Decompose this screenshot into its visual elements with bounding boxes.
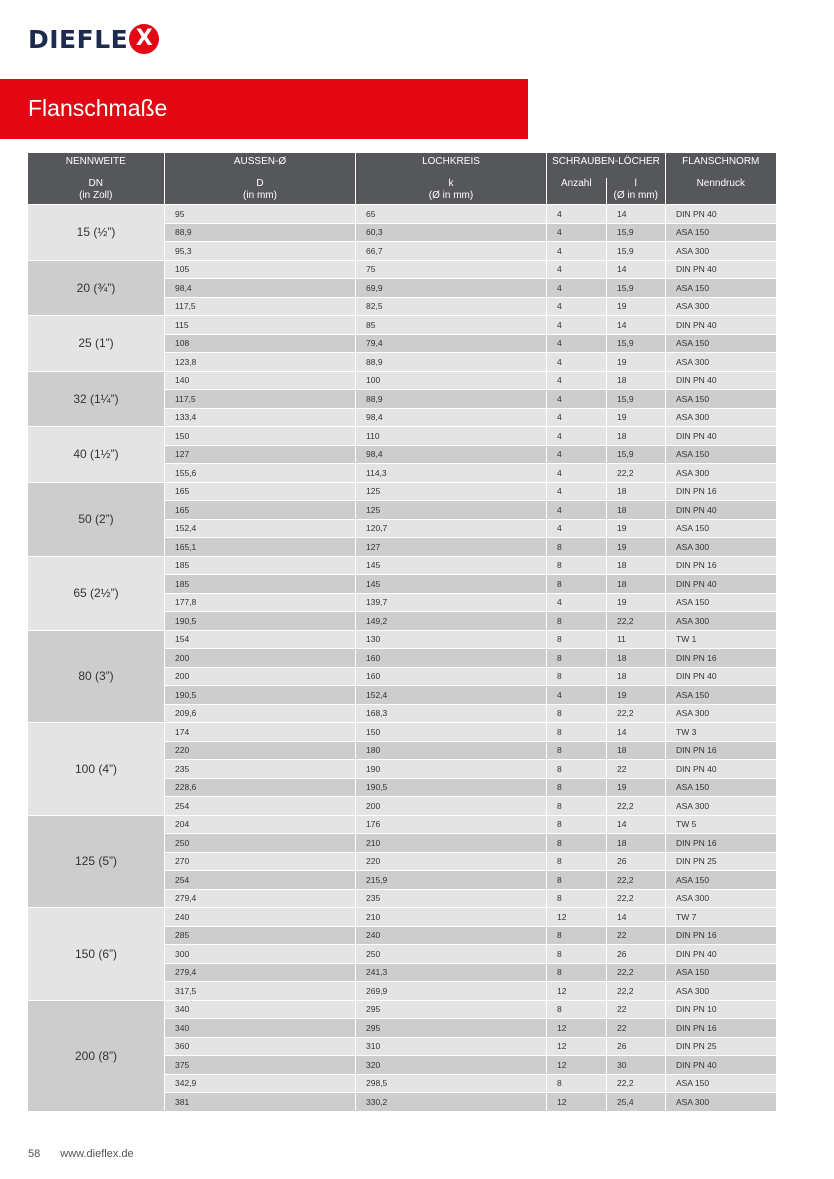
lochkreis-k-cell: 125 [356,501,547,520]
nenndruck-cell: DIN PN 40 [666,760,776,779]
lochkreis-k-cell: 180 [356,741,547,760]
anzahl-cell: 8 [547,778,607,797]
aussen-d-cell: 177,8 [165,593,356,612]
loch-l-cell: 15,9 [607,223,666,242]
anzahl-cell: 8 [547,630,607,649]
aussen-d-cell: 165 [165,501,356,520]
anzahl-cell: 8 [547,741,607,760]
header-anzahl: Anzahl [560,178,592,189]
anzahl-cell: 4 [547,464,607,483]
lochkreis-k-cell: 269,9 [356,982,547,1001]
loch-l-cell: 22 [607,1000,666,1019]
aussen-d-cell: 342,9 [165,1074,356,1093]
aussen-d-cell: 279,4 [165,963,356,982]
nenndruck-cell: ASA 300 [666,889,776,908]
lochkreis-k-cell: 75 [356,260,547,279]
header-aussen: AUSSEN-Ø D (in mm) [165,153,356,205]
nennweite-cell: 25 (1”) [28,316,165,372]
loch-l-cell: 15,9 [607,390,666,409]
nenndruck-cell: ASA 150 [666,593,776,612]
anzahl-cell: 4 [547,223,607,242]
table-row [28,371,776,390]
lochkreis-k-cell: 145 [356,575,547,594]
aussen-d-cell: 95,3 [165,242,356,261]
aussen-d-cell: 185 [165,556,356,575]
aussen-d-cell: 220 [165,741,356,760]
loch-l-cell: 18 [607,371,666,390]
aussen-d-cell: 154 [165,630,356,649]
lochkreis-k-cell: 88,9 [356,353,547,372]
aussen-d-cell: 254 [165,797,356,816]
lochkreis-k-cell: 149,2 [356,612,547,631]
anzahl-cell: 4 [547,334,607,353]
anzahl-cell: 8 [547,1074,607,1093]
anzahl-cell: 12 [547,908,607,927]
table-body [28,205,776,1111]
nenndruck-cell: DIN PN 40 [666,371,776,390]
loch-l-cell: 22 [607,926,666,945]
anzahl-cell: 4 [547,242,607,261]
nenndruck-cell: ASA 150 [666,445,776,464]
anzahl-cell: 8 [547,815,607,834]
nenndruck-cell: DIN PN 40 [666,427,776,446]
anzahl-cell: 4 [547,371,607,390]
loch-l-cell: 19 [607,353,666,372]
loch-l-cell: 19 [607,686,666,705]
nenndruck-cell: ASA 150 [666,519,776,538]
anzahl-cell: 8 [547,926,607,945]
aussen-d-cell: 115 [165,316,356,335]
anzahl-cell: 12 [547,1037,607,1056]
loch-l-cell: 22 [607,1019,666,1038]
table-row [28,427,776,446]
table-row [28,205,776,224]
aussen-d-cell: 190,5 [165,612,356,631]
lochkreis-k-cell: 152,4 [356,686,547,705]
nennweite-cell: 15 (½”) [28,205,165,261]
loch-l-cell: 22 [607,760,666,779]
lochkreis-k-cell: 295 [356,1019,547,1038]
lochkreis-k-cell: 145 [356,556,547,575]
nennweite-cell: 150 (6”) [28,908,165,1001]
nenndruck-cell: TW 7 [666,908,776,927]
lochkreis-k-cell: 320 [356,1056,547,1075]
nenndruck-cell: ASA 150 [666,871,776,890]
nenndruck-cell: DIN PN 40 [666,260,776,279]
nennweite-cell: 40 (1½”) [28,427,165,483]
nenndruck-cell: DIN PN 40 [666,945,776,964]
lochkreis-k-cell: 125 [356,482,547,501]
loch-l-cell: 18 [607,834,666,853]
aussen-d-cell: 270 [165,852,356,871]
nenndruck-cell: ASA 300 [666,612,776,631]
anzahl-cell: 8 [547,945,607,964]
aussen-d-cell: 98,4 [165,279,356,298]
nenndruck-cell: ASA 150 [666,390,776,409]
anzahl-cell: 8 [547,612,607,631]
nenndruck-cell: ASA 150 [666,1074,776,1093]
nenndruck-cell: DIN PN 16 [666,482,776,501]
nenndruck-cell: DIN PN 16 [666,741,776,760]
table-row [28,723,776,742]
table-row [28,482,776,501]
loch-l-cell: 25,4 [607,1093,666,1111]
loch-l-cell: 18 [607,556,666,575]
nenndruck-cell: ASA 150 [666,686,776,705]
loch-l-cell: 18 [607,575,666,594]
aussen-d-cell: 155,6 [165,464,356,483]
nennweite-cell: 65 (2½”) [28,556,165,630]
lochkreis-k-cell: 114,3 [356,464,547,483]
aussen-d-cell: 140 [165,371,356,390]
anzahl-cell: 4 [547,445,607,464]
nenndruck-cell: ASA 300 [666,353,776,372]
nennweite-cell: 125 (5”) [28,815,165,908]
nenndruck-cell: TW 1 [666,630,776,649]
lochkreis-k-cell: 85 [356,316,547,335]
loch-l-cell: 14 [607,260,666,279]
loch-l-cell: 30 [607,1056,666,1075]
lochkreis-k-cell: 65 [356,205,547,224]
lochkreis-k-cell: 88,9 [356,390,547,409]
lochkreis-k-cell: 160 [356,649,547,668]
lochkreis-k-cell: 200 [356,797,547,816]
aussen-d-cell: 300 [165,945,356,964]
nenndruck-cell: TW 5 [666,815,776,834]
aussen-d-cell: 279,4 [165,889,356,908]
nenndruck-cell: ASA 300 [666,538,776,557]
aussen-d-cell: 204 [165,815,356,834]
aussen-d-cell: 105 [165,260,356,279]
aussen-d-cell: 200 [165,667,356,686]
anzahl-cell: 8 [547,871,607,890]
nennweite-cell: 80 (3”) [28,630,165,723]
anzahl-cell: 4 [547,279,607,298]
aussen-d-cell: 228,6 [165,778,356,797]
loch-l-cell: 19 [607,519,666,538]
lochkreis-k-cell: 69,9 [356,279,547,298]
loch-l-cell: 26 [607,852,666,871]
loch-l-cell: 19 [607,408,666,427]
nenndruck-cell: ASA 300 [666,1093,776,1111]
anzahl-cell: 4 [547,390,607,409]
aussen-d-cell: 127 [165,445,356,464]
lochkreis-k-cell: 176 [356,815,547,834]
lochkreis-k-cell: 210 [356,908,547,927]
nenndruck-cell: ASA 150 [666,963,776,982]
anzahl-cell: 8 [547,760,607,779]
anzahl-cell: 8 [547,538,607,557]
nenndruck-cell: ASA 300 [666,408,776,427]
nenndruck-cell: DIN PN 40 [666,316,776,335]
anzahl-cell: 8 [547,556,607,575]
header-l: l (Ø in mm) [606,178,666,204]
nenndruck-cell: ASA 300 [666,242,776,261]
anzahl-cell: 8 [547,667,607,686]
aussen-d-cell: 360 [165,1037,356,1056]
aussen-d-cell: 381 [165,1093,356,1111]
anzahl-cell: 4 [547,686,607,705]
loch-l-cell: 18 [607,427,666,446]
aussen-d-cell: 165 [165,482,356,501]
table-row [28,556,776,575]
lochkreis-k-cell: 210 [356,834,547,853]
loch-l-cell: 15,9 [607,445,666,464]
anzahl-cell: 12 [547,982,607,1001]
anzahl-cell: 4 [547,501,607,520]
loch-l-cell: 11 [607,630,666,649]
title-banner [0,79,528,139]
anzahl-cell: 4 [547,427,607,446]
header-lochkreis: LOCHKREIS k (Ø in mm) [356,153,547,205]
loch-l-cell: 18 [607,741,666,760]
anzahl-cell: 8 [547,834,607,853]
loch-l-cell: 18 [607,649,666,668]
loch-l-cell: 22,2 [607,464,666,483]
lochkreis-k-cell: 98,4 [356,445,547,464]
lochkreis-k-cell: 295 [356,1000,547,1019]
table-row [28,1000,776,1019]
aussen-d-cell: 190,5 [165,686,356,705]
aussen-d-cell: 209,6 [165,704,356,723]
lochkreis-k-cell: 241,3 [356,963,547,982]
aussen-d-cell: 317,5 [165,982,356,1001]
lochkreis-k-cell: 60,3 [356,223,547,242]
nennweite-cell: 200 (8”) [28,1000,165,1111]
page-title: Flanschmaße [28,95,168,121]
aussen-d-cell: 133,4 [165,408,356,427]
nenndruck-cell: TW 3 [666,723,776,742]
nenndruck-cell: ASA 300 [666,704,776,723]
anzahl-cell: 4 [547,593,607,612]
nenndruck-cell: DIN PN 25 [666,1037,776,1056]
nenndruck-cell: DIN PN 16 [666,926,776,945]
anzahl-cell: 4 [547,519,607,538]
loch-l-cell: 22,2 [607,1074,666,1093]
aussen-d-cell: 235 [165,760,356,779]
aussen-d-cell: 254 [165,871,356,890]
anzahl-cell: 4 [547,260,607,279]
loch-l-cell: 14 [607,316,666,335]
loch-l-cell: 14 [607,723,666,742]
loch-l-cell: 15,9 [607,279,666,298]
anzahl-cell: 12 [547,1056,607,1075]
nennweite-cell: 50 (2”) [28,482,165,556]
nenndruck-cell: ASA 150 [666,334,776,353]
aussen-d-cell: 375 [165,1056,356,1075]
aussen-d-cell: 165,1 [165,538,356,557]
nennweite-cell: 32 (1¼”) [28,371,165,427]
lochkreis-k-cell: 168,3 [356,704,547,723]
header-schrauben: SCHRAUBEN-LÖCHER Anzahl l (Ø in mm) [547,153,666,205]
anzahl-cell: 4 [547,353,607,372]
aussen-d-cell: 340 [165,1000,356,1019]
nenndruck-cell: DIN PN 16 [666,1019,776,1038]
nenndruck-cell: DIN PN 40 [666,575,776,594]
dieflex-logo [28,22,159,56]
aussen-d-cell: 117,5 [165,390,356,409]
table-row [28,815,776,834]
loch-l-cell: 19 [607,538,666,557]
aussen-d-cell: 150 [165,427,356,446]
anzahl-cell: 4 [547,482,607,501]
anzahl-cell: 8 [547,963,607,982]
anzahl-cell: 8 [547,1000,607,1019]
loch-l-cell: 18 [607,667,666,686]
anzahl-cell: 4 [547,297,607,316]
lochkreis-k-cell: 190 [356,760,547,779]
nenndruck-cell: DIN PN 40 [666,205,776,224]
nenndruck-cell: ASA 300 [666,464,776,483]
lochkreis-k-cell: 215,9 [356,871,547,890]
nenndruck-cell: ASA 300 [666,297,776,316]
nenndruck-cell: ASA 300 [666,982,776,1001]
lochkreis-k-cell: 66,7 [356,242,547,261]
nenndruck-cell: ASA 150 [666,223,776,242]
aussen-d-cell: 285 [165,926,356,945]
nenndruck-cell: DIN PN 40 [666,501,776,520]
table-row [28,908,776,927]
nenndruck-cell: ASA 150 [666,279,776,298]
logo-x-circle: X [129,24,159,54]
aussen-d-cell: 152,4 [165,519,356,538]
nenndruck-cell: DIN PN 25 [666,852,776,871]
loch-l-cell: 18 [607,501,666,520]
loch-l-cell: 19 [607,297,666,316]
lochkreis-k-cell: 250 [356,945,547,964]
anzahl-cell: 12 [547,1093,607,1111]
aussen-d-cell: 123,8 [165,353,356,372]
loch-l-cell: 22,2 [607,963,666,982]
header-flanschnorm: FLANSCHNORM Nenndruck [666,153,776,205]
anzahl-cell: 4 [547,205,607,224]
loch-l-cell: 19 [607,778,666,797]
lochkreis-k-cell: 330,2 [356,1093,547,1111]
anzahl-cell: 8 [547,723,607,742]
lochkreis-k-cell: 82,5 [356,297,547,316]
nennweite-cell: 100 (4”) [28,723,165,816]
nenndruck-cell: DIN PN 16 [666,649,776,668]
aussen-d-cell: 95 [165,205,356,224]
lochkreis-k-cell: 160 [356,667,547,686]
aussen-d-cell: 200 [165,649,356,668]
nenndruck-cell: DIN PN 10 [666,1000,776,1019]
nenndruck-cell: DIN PN 40 [666,667,776,686]
logo-text: DIEFLE [28,24,129,54]
loch-l-cell: 22,2 [607,889,666,908]
lochkreis-k-cell: 190,5 [356,778,547,797]
loch-l-cell: 19 [607,593,666,612]
nenndruck-cell: DIN PN 40 [666,1056,776,1075]
anzahl-cell: 8 [547,852,607,871]
lochkreis-k-cell: 98,4 [356,408,547,427]
lochkreis-k-cell: 235 [356,889,547,908]
anzahl-cell: 4 [547,316,607,335]
loch-l-cell: 15,9 [607,242,666,261]
anzahl-cell: 8 [547,575,607,594]
nenndruck-cell: DIN PN 16 [666,556,776,575]
website-url: www.dieflex.de [60,1148,134,1160]
lochkreis-k-cell: 139,7 [356,593,547,612]
anzahl-cell: 8 [547,797,607,816]
lochkreis-k-cell: 150 [356,723,547,742]
loch-l-cell: 26 [607,945,666,964]
lochkreis-k-cell: 298,5 [356,1074,547,1093]
page-number: 58 [28,1148,41,1160]
aussen-d-cell: 250 [165,834,356,853]
table-row [28,316,776,335]
lochkreis-k-cell: 240 [356,926,547,945]
flange-dimensions-table [27,153,776,1111]
aussen-d-cell: 108 [165,334,356,353]
header-nennweite: NENNWEITE DN (in Zoll) [28,153,165,205]
aussen-d-cell: 185 [165,575,356,594]
table-row [28,630,776,649]
lochkreis-k-cell: 79,4 [356,334,547,353]
anzahl-cell: 8 [547,649,607,668]
lochkreis-k-cell: 120,7 [356,519,547,538]
nenndruck-cell: DIN PN 16 [666,834,776,853]
table-row [28,260,776,279]
aussen-d-cell: 240 [165,908,356,927]
anzahl-cell: 12 [547,1019,607,1038]
lochkreis-k-cell: 310 [356,1037,547,1056]
nennweite-cell: 20 (¾”) [28,260,165,316]
anzahl-cell: 8 [547,704,607,723]
loch-l-cell: 26 [607,1037,666,1056]
loch-l-cell: 14 [607,908,666,927]
loch-l-cell: 22,2 [607,612,666,631]
lochkreis-k-cell: 220 [356,852,547,871]
lochkreis-k-cell: 110 [356,427,547,446]
aussen-d-cell: 340 [165,1019,356,1038]
loch-l-cell: 22,2 [607,704,666,723]
nenndruck-cell: ASA 300 [666,797,776,816]
lochkreis-k-cell: 100 [356,371,547,390]
aussen-d-cell: 174 [165,723,356,742]
loch-l-cell: 18 [607,482,666,501]
loch-l-cell: 22,2 [607,797,666,816]
loch-l-cell: 22,2 [607,982,666,1001]
aussen-d-cell: 117,5 [165,297,356,316]
aussen-d-cell: 88,9 [165,223,356,242]
loch-l-cell: 15,9 [607,334,666,353]
page-footer [28,1148,134,1160]
lochkreis-k-cell: 127 [356,538,547,557]
loch-l-cell: 14 [607,205,666,224]
loch-l-cell: 14 [607,815,666,834]
anzahl-cell: 4 [547,408,607,427]
lochkreis-k-cell: 130 [356,630,547,649]
anzahl-cell: 8 [547,889,607,908]
nenndruck-cell: ASA 150 [666,778,776,797]
loch-l-cell: 22,2 [607,871,666,890]
flange-table-wrapper [27,153,775,1111]
